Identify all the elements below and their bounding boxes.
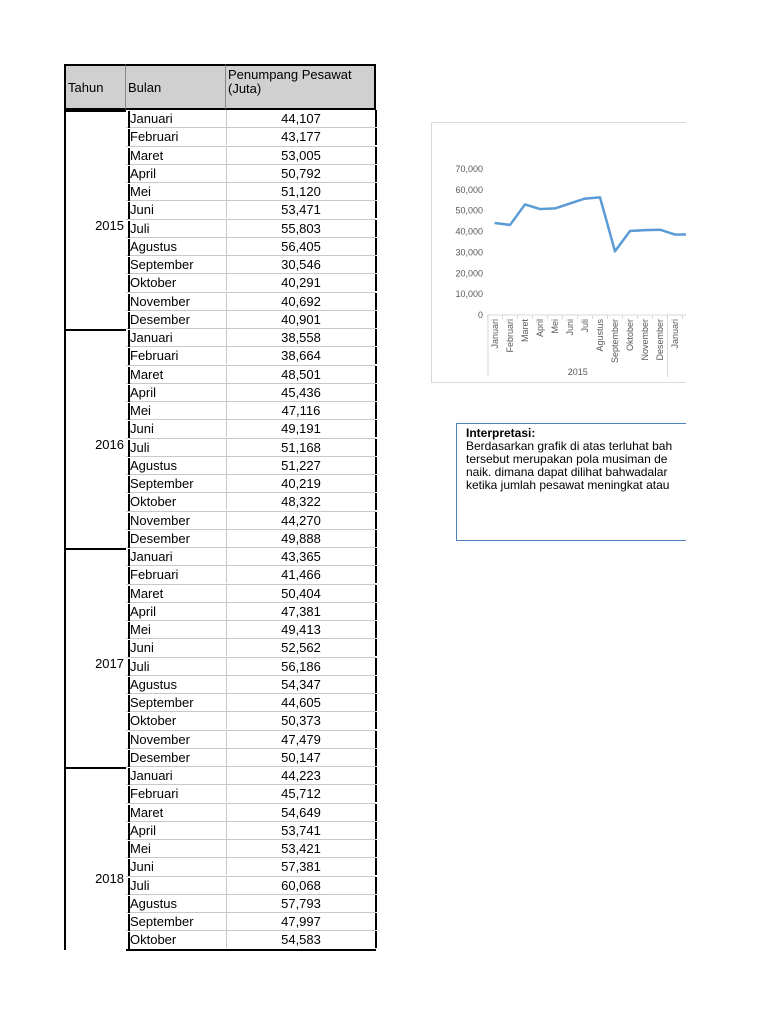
month-cell[interactable]: Januari bbox=[128, 330, 226, 347]
month-cell[interactable]: Oktober bbox=[128, 494, 226, 511]
month-cell[interactable]: April bbox=[128, 604, 226, 621]
table-row[interactable] bbox=[126, 110, 376, 128]
y-tick-label: 70,000 bbox=[455, 164, 483, 174]
month-cell[interactable]: April bbox=[128, 166, 226, 183]
month-cell[interactable]: Maret bbox=[128, 148, 226, 165]
month-cell[interactable]: Januari bbox=[128, 549, 226, 566]
value-cell[interactable]: 45,436 bbox=[226, 384, 377, 401]
month-cell[interactable]: Januari bbox=[128, 111, 226, 128]
x-tick-label: Desember bbox=[655, 319, 665, 361]
table-row[interactable] bbox=[126, 366, 376, 384]
month-cell[interactable]: Mei bbox=[128, 184, 226, 201]
value-cell[interactable]: 60,068 bbox=[226, 877, 377, 894]
x-tick-label: Juni bbox=[565, 319, 575, 336]
table-row[interactable] bbox=[126, 329, 376, 347]
month-cell[interactable]: Mei bbox=[128, 622, 226, 639]
value-cell[interactable]: 47,116 bbox=[226, 402, 377, 419]
month-cell[interactable]: Februari bbox=[128, 348, 226, 365]
value-cell[interactable]: 49,191 bbox=[226, 420, 377, 437]
table-row[interactable] bbox=[126, 274, 376, 292]
y-tick-label: 60,000 bbox=[455, 184, 483, 195]
value-cell[interactable]: 44,223 bbox=[226, 767, 377, 784]
month-cell[interactable]: Mei bbox=[128, 403, 226, 420]
table-row[interactable] bbox=[126, 293, 376, 311]
month-cell[interactable]: April bbox=[128, 385, 226, 402]
value-cell[interactable]: 44,107 bbox=[226, 110, 377, 127]
table-row[interactable] bbox=[126, 439, 376, 457]
x-tick-label: Maret bbox=[520, 319, 530, 343]
value-cell[interactable]: 38,664 bbox=[226, 347, 377, 364]
month-cell[interactable]: Februari bbox=[128, 129, 226, 146]
value-cell[interactable]: 51,227 bbox=[226, 457, 377, 474]
table-row[interactable] bbox=[126, 147, 376, 165]
x-tick-label: Mei bbox=[550, 319, 560, 334]
month-cell[interactable]: Mei bbox=[128, 841, 226, 858]
month-cell[interactable]: September bbox=[128, 695, 226, 712]
month-cell[interactable]: September bbox=[128, 914, 226, 931]
month-cell[interactable]: Januari bbox=[128, 768, 226, 785]
month-cell[interactable]: Agustus bbox=[128, 896, 226, 913]
x-tick-label: April bbox=[535, 319, 545, 338]
year-label: 2015 bbox=[95, 218, 124, 233]
data-point[interactable] bbox=[569, 203, 571, 205]
month-cell[interactable]: November bbox=[128, 513, 226, 530]
table-row[interactable] bbox=[126, 256, 376, 274]
x-tick-label: Januari bbox=[490, 319, 500, 349]
table-row[interactable] bbox=[126, 311, 376, 329]
table-row[interactable] bbox=[126, 548, 376, 566]
month-cell[interactable]: Juni bbox=[128, 202, 226, 219]
y-tick-label: 30,000 bbox=[455, 247, 483, 258]
y-tick-label: 0 bbox=[477, 310, 483, 320]
header-bulan[interactable] bbox=[126, 64, 226, 110]
value-cell[interactable]: 40,291 bbox=[226, 274, 377, 291]
year-label: 2016 bbox=[95, 437, 124, 452]
table-row[interactable] bbox=[126, 603, 376, 621]
month-cell[interactable]: Agustus bbox=[128, 239, 226, 256]
month-cell[interactable]: Juli bbox=[128, 659, 226, 676]
month-cell[interactable]: Oktober bbox=[128, 932, 226, 949]
data-point[interactable] bbox=[494, 222, 496, 224]
table-row[interactable] bbox=[126, 913, 376, 931]
header-tahun[interactable] bbox=[64, 64, 126, 110]
value-cell[interactable]: 49,413 bbox=[226, 621, 377, 638]
value-cell[interactable]: 53,741 bbox=[226, 822, 377, 839]
data-point[interactable] bbox=[524, 204, 526, 206]
month-cell[interactable]: Februari bbox=[128, 786, 226, 803]
value-cell[interactable]: 38,558 bbox=[226, 329, 377, 346]
line-chart[interactable] bbox=[431, 122, 721, 383]
month-cell[interactable]: Agustus bbox=[128, 677, 226, 694]
header-tahun-label: Tahun bbox=[68, 80, 104, 95]
table-row[interactable] bbox=[126, 420, 376, 438]
data-point[interactable] bbox=[539, 208, 541, 210]
month-cell[interactable]: September bbox=[128, 476, 226, 493]
table-row[interactable] bbox=[126, 566, 376, 584]
month-cell[interactable]: Juli bbox=[128, 440, 226, 457]
value-cell[interactable]: 50,373 bbox=[226, 712, 377, 729]
group-label: 2015 bbox=[567, 367, 588, 377]
value-cell[interactable]: 53,421 bbox=[226, 840, 377, 857]
value-cell[interactable]: 55,803 bbox=[226, 220, 377, 237]
year-cell[interactable] bbox=[64, 767, 126, 950]
month-cell[interactable]: Oktober bbox=[128, 275, 226, 292]
x-tick-label: November bbox=[640, 319, 650, 361]
y-tick-label: 40,000 bbox=[455, 226, 483, 237]
table-row[interactable] bbox=[126, 347, 376, 365]
table-row[interactable] bbox=[126, 585, 376, 603]
table-row[interactable] bbox=[126, 220, 376, 238]
value-cell[interactable]: 53,471 bbox=[226, 201, 377, 218]
value-cell[interactable]: 41,466 bbox=[226, 566, 377, 583]
month-cell[interactable]: Juni bbox=[128, 859, 226, 876]
data-point[interactable] bbox=[599, 197, 601, 199]
table-row[interactable] bbox=[126, 512, 376, 530]
table-row[interactable] bbox=[126, 749, 376, 767]
data-point[interactable] bbox=[629, 230, 631, 232]
value-cell[interactable]: 49,888 bbox=[226, 530, 377, 547]
value-cell[interactable]: 47,479 bbox=[226, 731, 377, 748]
year-cell[interactable] bbox=[64, 548, 126, 767]
table-row[interactable] bbox=[126, 475, 376, 493]
value-cell[interactable]: 51,168 bbox=[226, 439, 377, 456]
value-cell[interactable]: 51,120 bbox=[226, 183, 377, 200]
table-row[interactable] bbox=[126, 822, 376, 840]
value-cell[interactable]: 57,381 bbox=[226, 858, 377, 875]
interpretation-line: tersebut merupakan pola musiman de bbox=[466, 452, 668, 466]
table-row[interactable] bbox=[126, 731, 376, 749]
table-row[interactable] bbox=[126, 183, 376, 201]
table-bottom-border bbox=[126, 949, 376, 951]
x-tick-label: Agustus bbox=[595, 319, 605, 352]
month-cell[interactable]: April bbox=[128, 823, 226, 840]
month-cell[interactable]: November bbox=[128, 294, 226, 311]
year-cell[interactable] bbox=[64, 329, 126, 548]
series-line[interactable] bbox=[495, 197, 690, 251]
month-cell[interactable]: September bbox=[128, 257, 226, 274]
header-bulan-label: Bulan bbox=[128, 80, 162, 95]
value-cell[interactable]: 47,381 bbox=[226, 603, 377, 620]
value-cell[interactable]: 40,219 bbox=[226, 475, 377, 492]
value-cell[interactable]: 54,583 bbox=[226, 931, 377, 948]
month-cell[interactable]: Desember bbox=[128, 312, 226, 329]
data-point[interactable] bbox=[614, 250, 616, 252]
month-cell[interactable]: Oktober bbox=[128, 713, 226, 730]
data-point[interactable] bbox=[644, 229, 646, 231]
x-tick-label: September bbox=[610, 319, 620, 364]
x-tick-label: Januari bbox=[670, 319, 680, 349]
month-cell[interactable]: Maret bbox=[128, 586, 226, 603]
header-penumpang-label: Penumpang Pesawat (Juta) bbox=[228, 67, 352, 96]
table-row[interactable] bbox=[126, 694, 376, 712]
month-cell[interactable]: Juli bbox=[128, 878, 226, 895]
table-row[interactable] bbox=[126, 639, 376, 657]
month-cell[interactable]: Agustus bbox=[128, 458, 226, 475]
x-tick-label: Oktober bbox=[625, 319, 635, 352]
data-point[interactable] bbox=[509, 224, 511, 226]
year-cell[interactable] bbox=[64, 110, 126, 329]
y-tick-label: 50,000 bbox=[455, 205, 483, 216]
y-tick-label: 20,000 bbox=[455, 268, 483, 279]
x-tick-label: Februari bbox=[505, 319, 515, 353]
data-point[interactable] bbox=[674, 234, 676, 236]
table-row[interactable] bbox=[126, 621, 376, 639]
value-cell[interactable]: 44,270 bbox=[226, 512, 377, 529]
data-point[interactable] bbox=[659, 229, 661, 231]
y-tick-label: 10,000 bbox=[455, 289, 483, 300]
header-penumpang[interactable] bbox=[226, 64, 376, 110]
table-row[interactable] bbox=[126, 840, 376, 858]
table-row[interactable] bbox=[126, 767, 376, 785]
month-cell[interactable]: Maret bbox=[128, 367, 226, 384]
value-cell[interactable]: 56,405 bbox=[226, 238, 377, 255]
month-cell[interactable]: Februari bbox=[128, 567, 226, 584]
data-point[interactable] bbox=[584, 198, 586, 200]
table-row[interactable] bbox=[126, 712, 376, 730]
table-row[interactable] bbox=[126, 201, 376, 219]
table-row[interactable] bbox=[126, 384, 376, 402]
table-row[interactable] bbox=[126, 457, 376, 475]
value-cell[interactable]: 45,712 bbox=[226, 785, 377, 802]
value-cell[interactable]: 47,997 bbox=[226, 913, 377, 930]
table-row[interactable] bbox=[126, 493, 376, 511]
month-cell[interactable]: Desember bbox=[128, 531, 226, 548]
value-cell[interactable]: 48,322 bbox=[226, 493, 377, 510]
value-cell[interactable]: 50,792 bbox=[226, 165, 377, 182]
interpretation-line: Berdasarkan grafik di atas terluhat bah bbox=[466, 439, 673, 453]
value-cell[interactable]: 30,546 bbox=[226, 256, 377, 273]
month-cell[interactable]: Juli bbox=[128, 221, 226, 238]
month-cell[interactable]: Maret bbox=[128, 805, 226, 822]
table-row[interactable] bbox=[126, 658, 376, 676]
value-cell[interactable]: 57,793 bbox=[226, 895, 377, 912]
table-row[interactable] bbox=[126, 128, 376, 146]
table-row[interactable] bbox=[126, 858, 376, 876]
table-row[interactable] bbox=[126, 804, 376, 822]
table-row[interactable] bbox=[126, 165, 376, 183]
page-margin bbox=[686, 0, 768, 1024]
value-cell[interactable]: 44,605 bbox=[226, 694, 377, 711]
table-row[interactable] bbox=[126, 931, 376, 949]
value-cell[interactable]: 50,147 bbox=[226, 749, 377, 766]
value-cell[interactable]: 54,347 bbox=[226, 676, 377, 693]
value-cell[interactable]: 40,901 bbox=[226, 311, 377, 328]
table-row[interactable] bbox=[126, 785, 376, 803]
table-row[interactable] bbox=[126, 402, 376, 420]
table-row[interactable] bbox=[126, 238, 376, 256]
month-cell[interactable]: Desember bbox=[128, 750, 226, 767]
value-cell[interactable]: 52,562 bbox=[226, 639, 377, 656]
table-row[interactable] bbox=[126, 895, 376, 913]
value-cell[interactable]: 40,692 bbox=[226, 293, 377, 310]
year-label: 2017 bbox=[95, 656, 124, 671]
value-cell[interactable]: 53,005 bbox=[226, 147, 377, 164]
value-cell[interactable]: 50,404 bbox=[226, 585, 377, 602]
table-row[interactable] bbox=[126, 877, 376, 895]
table-row[interactable] bbox=[126, 530, 376, 548]
data-point[interactable] bbox=[554, 208, 556, 210]
x-tick-label: Juli bbox=[580, 319, 590, 333]
value-cell[interactable]: 56,186 bbox=[226, 658, 377, 675]
month-cell[interactable]: Juni bbox=[128, 640, 226, 657]
year-label: 2018 bbox=[95, 871, 124, 886]
interpretation-line: naik. dimana dapat dilihat bahwadalar bbox=[466, 465, 668, 479]
value-cell[interactable]: 54,649 bbox=[226, 804, 377, 821]
interpretation-line: ketika jumlah pesawat meningkat atau bbox=[466, 478, 670, 492]
value-cell[interactable]: 43,177 bbox=[226, 128, 377, 145]
value-cell[interactable]: 48,501 bbox=[226, 366, 377, 383]
interpretation-title: Interpretasi: bbox=[466, 426, 536, 440]
chart-svg bbox=[432, 123, 721, 383]
month-cell[interactable]: November bbox=[128, 732, 226, 749]
month-cell[interactable]: Juni bbox=[128, 421, 226, 438]
table-row[interactable] bbox=[126, 676, 376, 694]
value-cell[interactable]: 43,365 bbox=[226, 548, 377, 565]
